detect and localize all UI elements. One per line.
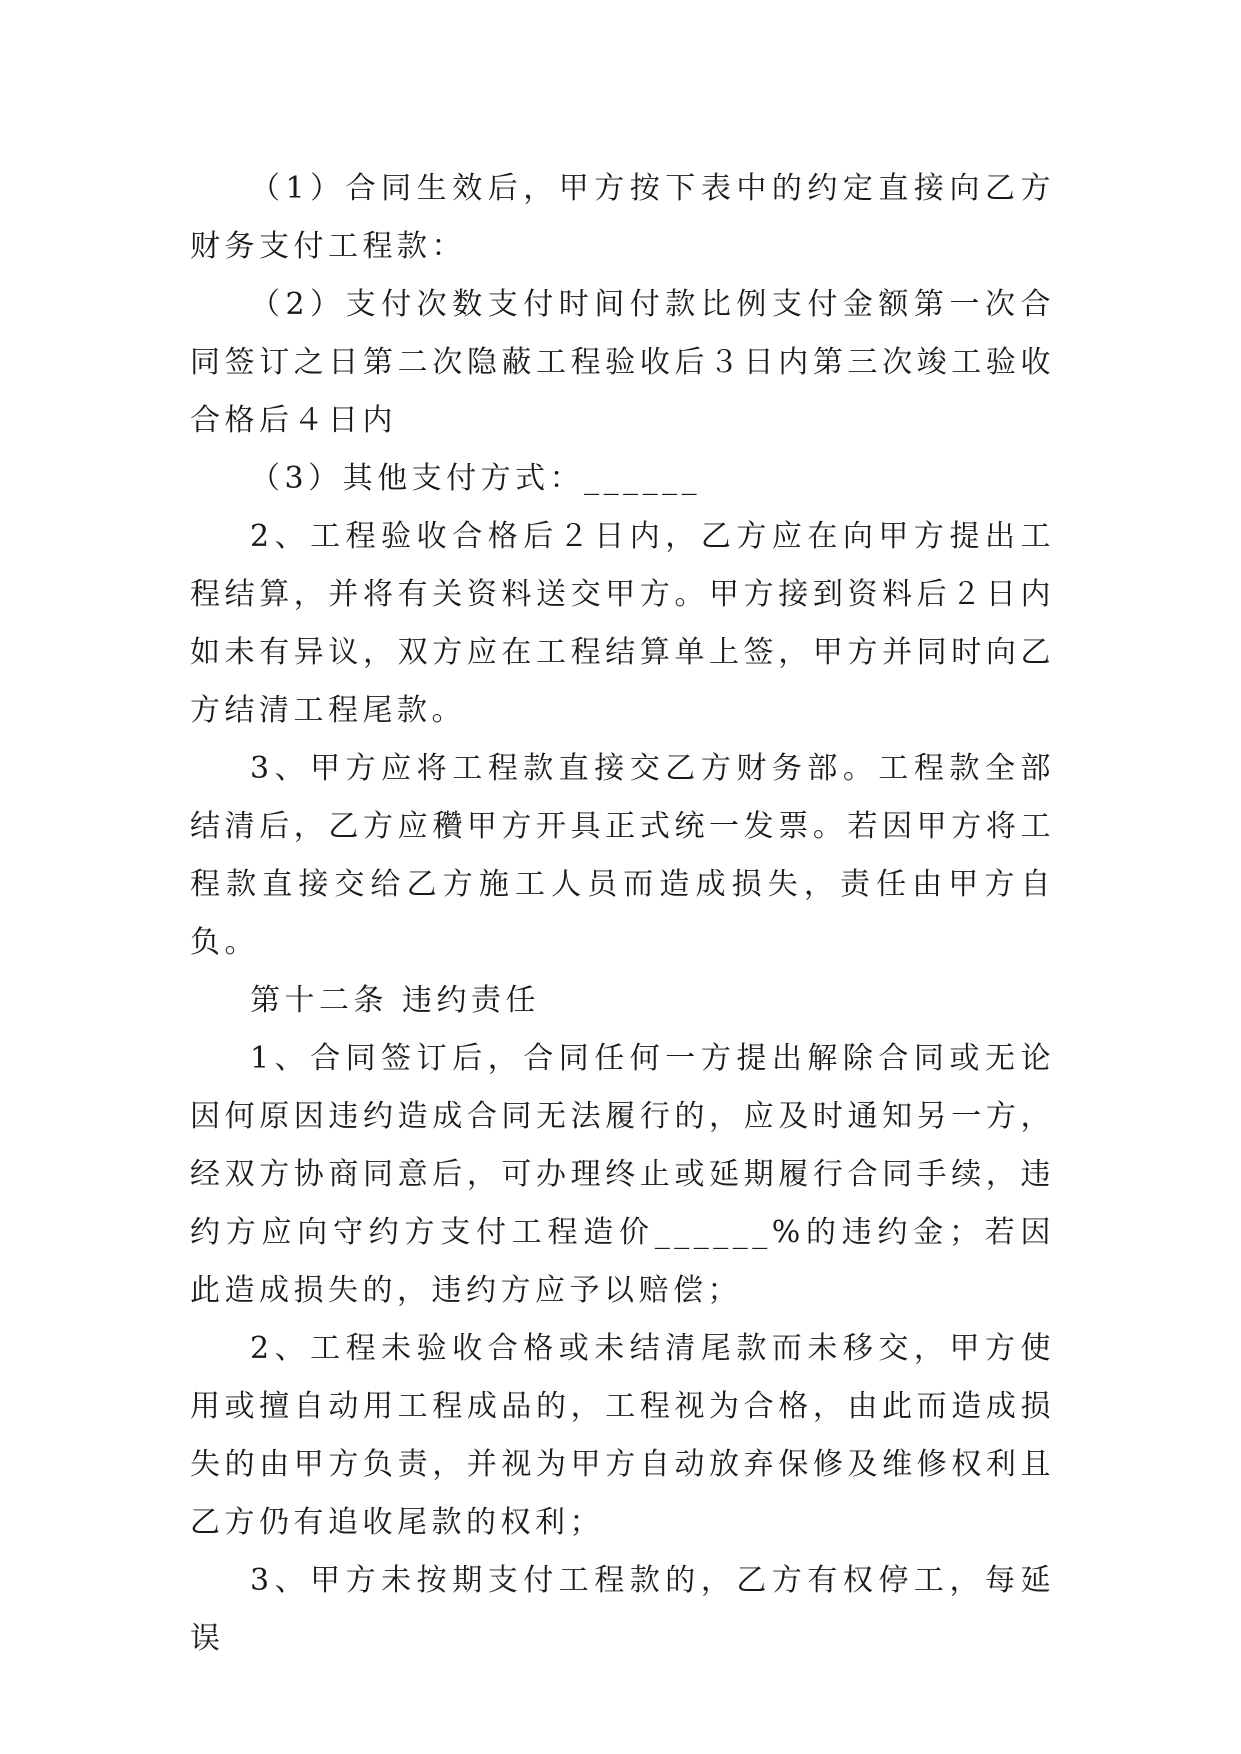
paragraph-breach-1: 1、合同签订后，合同任何一方提出解除合同或无论因何原因违约造成合同无法履行的，应及时通知另一方，经双方协商同意后，可办理终止或延期履行合同手续，违约方应向守约方支付工程造价______%的违约金；若因此造成损失的，违约方应予以赔偿； (190, 1041, 1055, 1308)
paragraph-payment-3: （3）其他支付方式：______ (250, 461, 702, 496)
paragraph-breach-3: 3、甲方未按期支付工程款的，乙方有权停工，每延误 (190, 1563, 1055, 1656)
paragraph-breach-2: 2、工程未验收合格或未结清尾款而未移交，甲方使用或擅自动用工程成品的，工程视为合格，由此而造成损失的由甲方负责，并视为甲方自动放弃保修及维修权利且乙方仍有追收尾款的权利； (190, 1331, 1055, 1540)
paragraph-payment-1: （1）合同生效后，甲方按下表中的约定直接向乙方财务支付工程款： (190, 171, 1055, 264)
paragraph-payment-2: （2）支付次数支付时间付款比例支付金额第一次合同签订之日第二次隐蔽工程验收后３日内第三次竣工验收合格后４日内 (190, 287, 1055, 438)
document-body (190, 160, 1055, 1668)
paragraph-settlement: 2、工程验收合格后２日内，乙方应在向甲方提出工程结算，并将有关资料送交甲方。甲方接到资料后２日内如未有异议，双方应在工程结算单上签，甲方并同时向乙方结清工程尾款。 (190, 519, 1055, 728)
section-heading-breach: 第十二条 违约责任 (250, 983, 541, 1018)
paragraph-invoice: 3、甲方应将工程款直接交乙方财务部。工程款全部结清后，乙方应穳甲方开具正式统一发票。若因甲方将工程款直接交给乙方施工人员而造成损失，责任由甲方自负。 (190, 751, 1055, 960)
